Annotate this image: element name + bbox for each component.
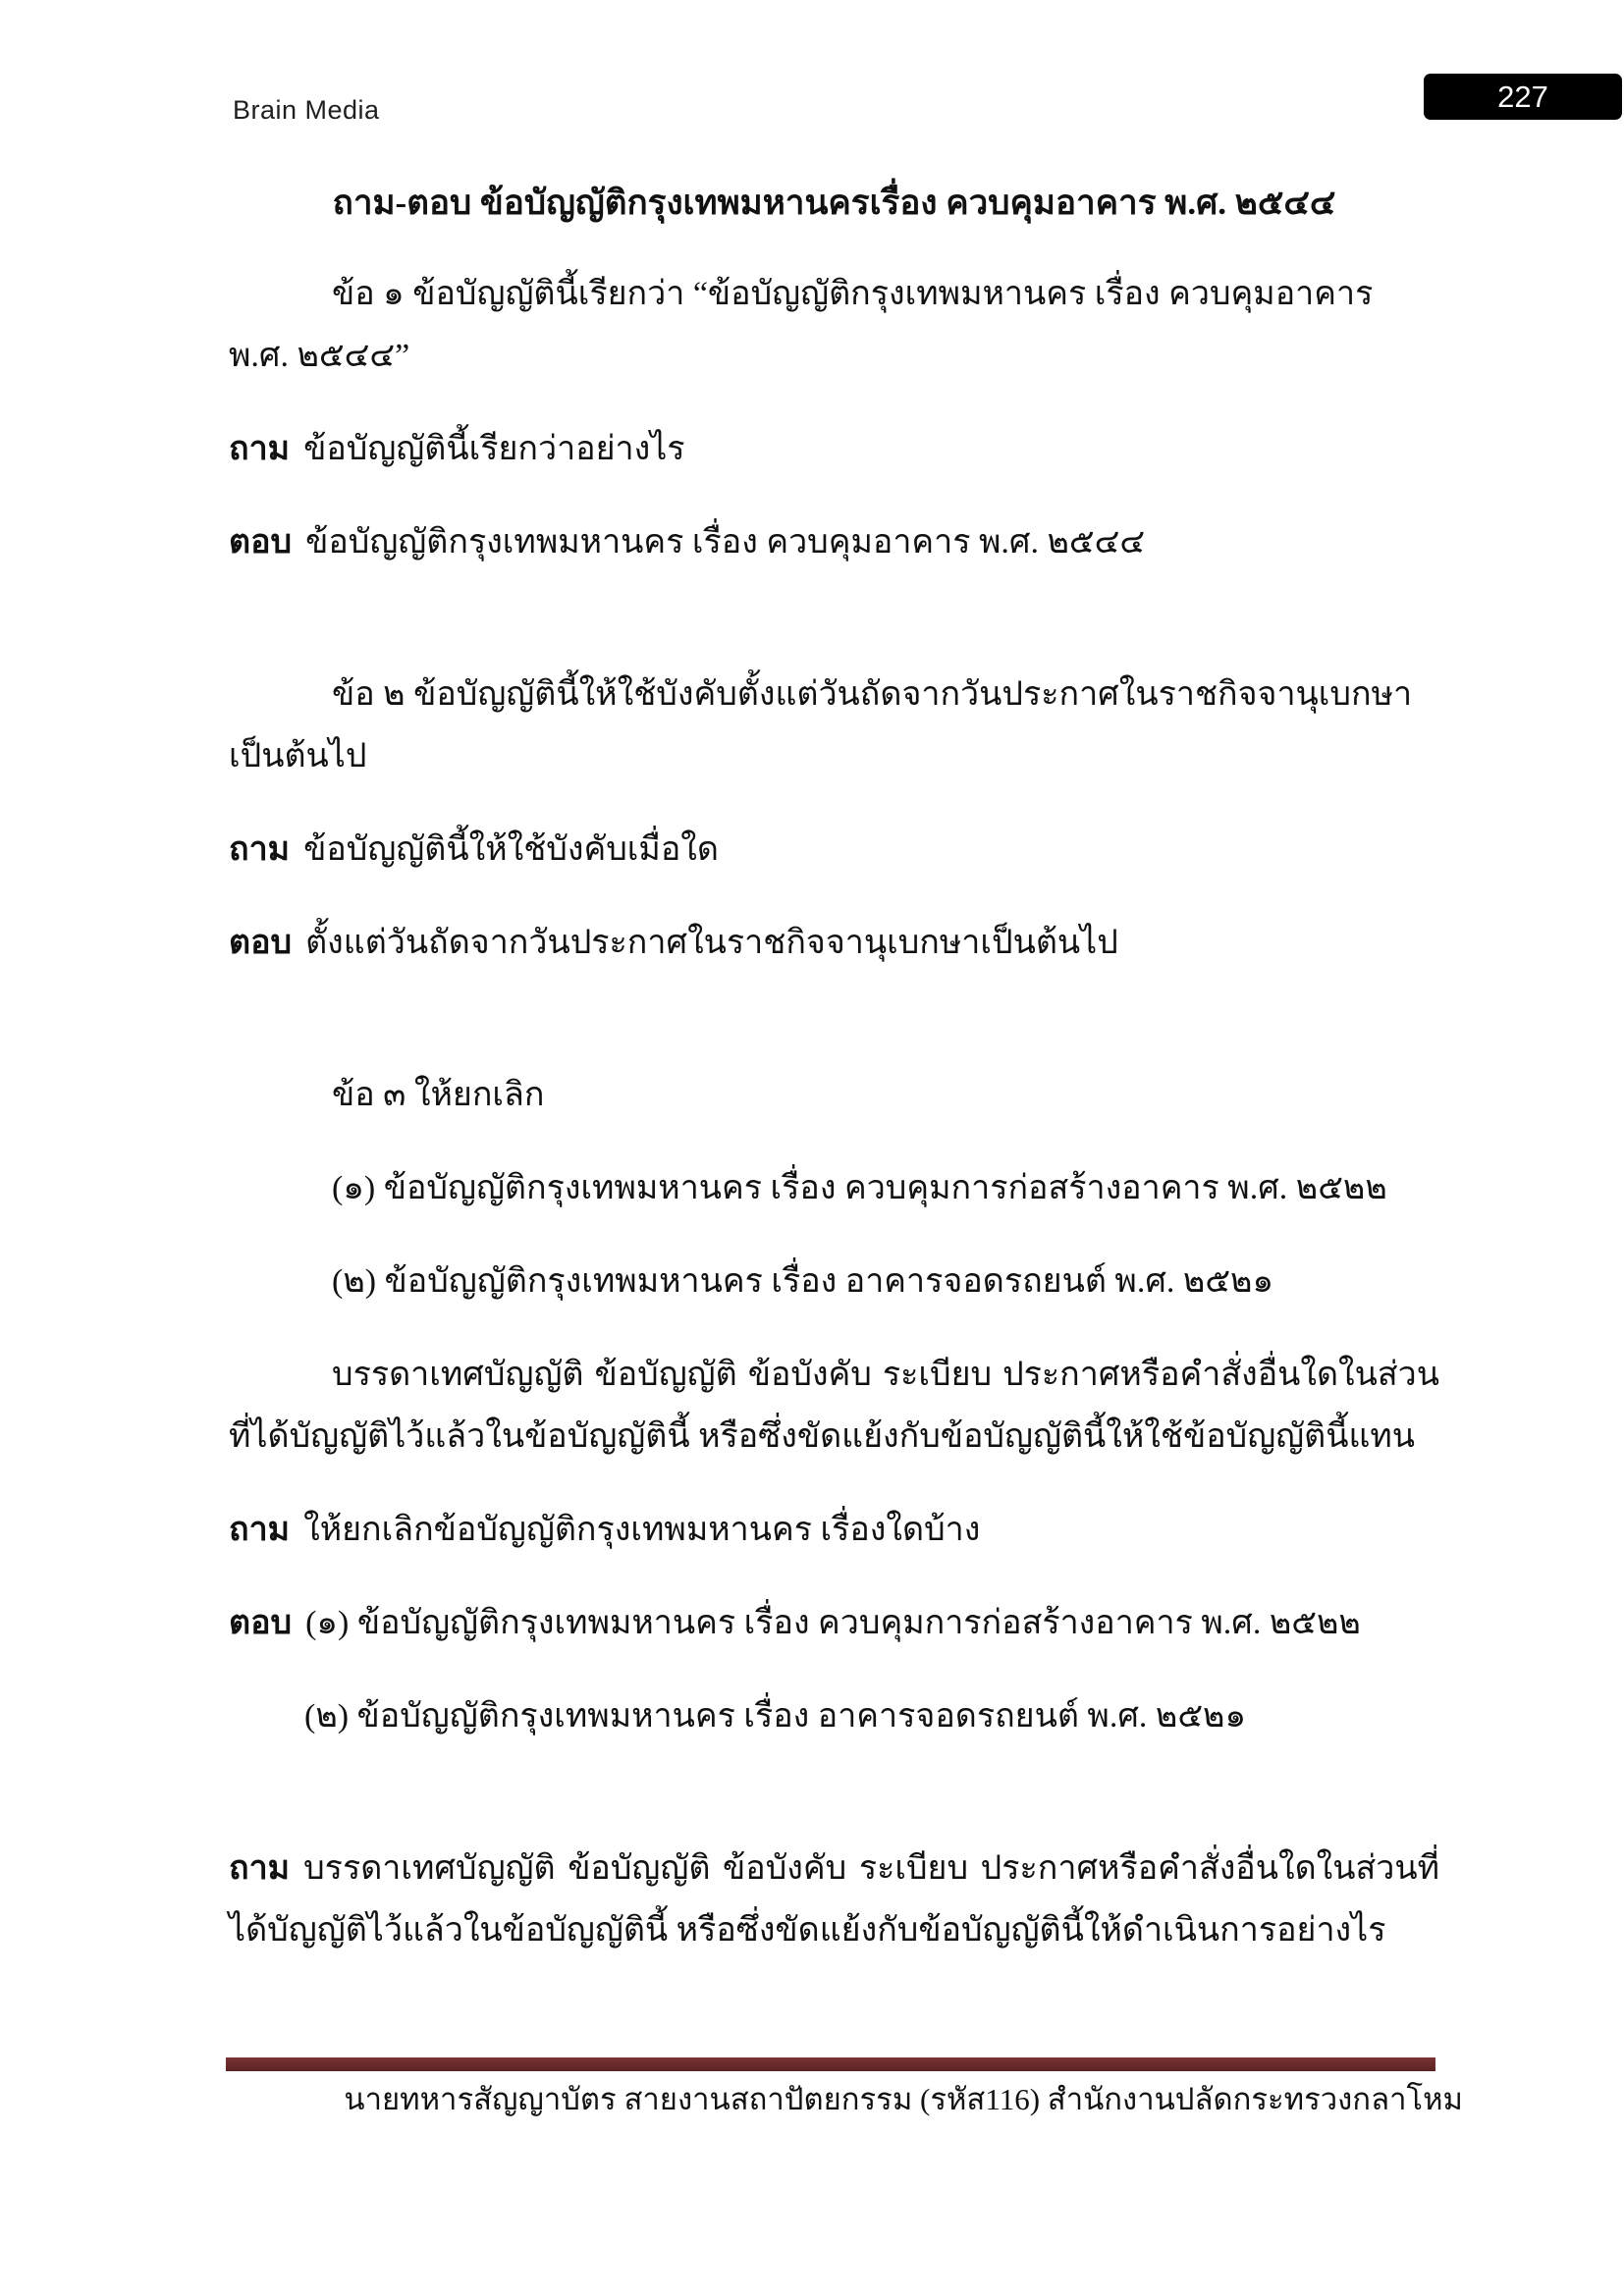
question-2-paragraph [229, 819, 1439, 881]
question-3-text: ให้ยกเลิกข้อบัญญัติกรุงเทพมหานคร เรื่องใดบ้าง [303, 1512, 981, 1548]
document-title: ถาม-ตอบ ข้อบัญญัติกรุงเทพมหานครเรื่อง ควบคุมอาคาร พ.ศ. ๒๕๔๔ [332, 184, 1336, 222]
question-label: ถาม [229, 831, 291, 868]
question-label: ถาม [229, 1850, 291, 1887]
footer-credit: นายทหารสัญญาบัตร สายงานสถาปัตยกรรม (รหัส116) สำนักงานปลัดกระทรวงกลาโหม [344, 2082, 1463, 2116]
answer-2-text: ตั้งแต่วันถัดจากวันประกาศในราชกิจจานุเบกษาเป็นต้นไป [305, 925, 1118, 961]
answer-3-item-1-text: (๑) ข้อบัญญัติกรุงเทพมหานคร เรื่อง ควบคุมการก่อสร้างอาคาร พ.ศ. ๒๕๒๒ [305, 1605, 1361, 1641]
clause-3-item-2-paragraph [229, 1251, 1439, 1312]
answer-label: ตอบ [229, 524, 293, 561]
clause-3-text: ข้อ ๓ ให้ยกเลิก [332, 1077, 545, 1113]
clause-3-paragraph [229, 1064, 1439, 1126]
document-body [229, 172, 1439, 1993]
question-label: ถาม [229, 1512, 291, 1548]
question-4-paragraph [229, 1838, 1439, 1961]
clause-2-text: ข้อ ๒ ข้อบัญญัตินี้ให้ใช้บังคับตั้งแต่วันถัดจากวันประกาศในราชกิจจานุเบกษาเป็นต้นไป [229, 676, 1413, 774]
question-label: ถาม [229, 431, 291, 467]
answer-3-item-2-paragraph [229, 1685, 1439, 1747]
answer-1-paragraph [229, 511, 1439, 573]
answer-3-paragraph [229, 1592, 1439, 1654]
page-number-badge: 227 [1424, 74, 1622, 120]
clause-1-text: ข้อ ๑ ข้อบัญญัตินี้เรียกว่า “ข้อบัญญัติกรุงเทพมหานคร เรื่อง ควบคุมอาคาร พ.ศ. ๒๕๔๔” [229, 276, 1374, 374]
clause-2-paragraph [229, 664, 1439, 787]
answer-3-item-2-text: (๒) ข้อบัญญัติกรุงเทพมหานคร เรื่อง อาคารจอดรถยนต์ พ.ศ. ๒๕๒๑ [304, 1698, 1247, 1735]
clause-3-item-2-text: (๒) ข้อบัญญัติกรุงเทพมหานคร เรื่อง อาคารจอดรถยนต์ พ.ศ. ๒๕๒๑ [332, 1263, 1274, 1300]
brand-text: Brain Media [233, 95, 380, 125]
answer-label: ตอบ [229, 1605, 293, 1641]
clause-1-paragraph [229, 263, 1439, 387]
question-3-paragraph [229, 1499, 1439, 1561]
question-4-text: บรรดาเทศบัญญัติ ข้อบัญญัติ ข้อบังคับ ระเบียบ ประกาศหรือคำสั่งอื่นใดในส่วนที่ได้บัญญัติไว้แล้วในข้อบัญญัตินี้ หรือซึ่งขัดแย้งกับข้อบัญญัตินี้ให้ดำเนินการอย่างไร [229, 1850, 1439, 1949]
question-1-paragraph [229, 418, 1439, 480]
clause-3-body-paragraph [229, 1344, 1439, 1468]
question-2-text: ข้อบัญญัตินี้ให้ใช้บังคับเมื่อใด [303, 831, 719, 868]
footer-divider-bar [226, 2057, 1435, 2071]
clause-3-item-1-text: (๑) ข้อบัญญัติกรุงเทพมหานคร เรื่อง ควบคุมการก่อสร้างอาคาร พ.ศ. ๒๕๒๒ [332, 1170, 1387, 1206]
answer-2-paragraph [229, 912, 1439, 974]
answer-1-text: ข้อบัญญัติกรุงเทพมหานคร เรื่อง ควบคุมอาคาร พ.ศ. ๒๕๔๔ [305, 524, 1146, 561]
clause-3-body-text: บรรดาเทศบัญญัติ ข้อบัญญัติ ข้อบังคับ ระเบียบ ประกาศหรือคำสั่งอื่นใดในส่วนที่ได้บัญญัติไว้แล้วในข้อบัญญัตินี้ หรือซึ่งขัดแย้งกับข้อบัญญัตินี้ให้ใช้ข้อบัญญัตินี้แทน [229, 1357, 1439, 1455]
question-1-text: ข้อบัญญัตินี้เรียกว่าอย่างไร [303, 431, 685, 467]
answer-label: ตอบ [229, 925, 293, 961]
clause-3-item-1-paragraph [229, 1157, 1439, 1219]
